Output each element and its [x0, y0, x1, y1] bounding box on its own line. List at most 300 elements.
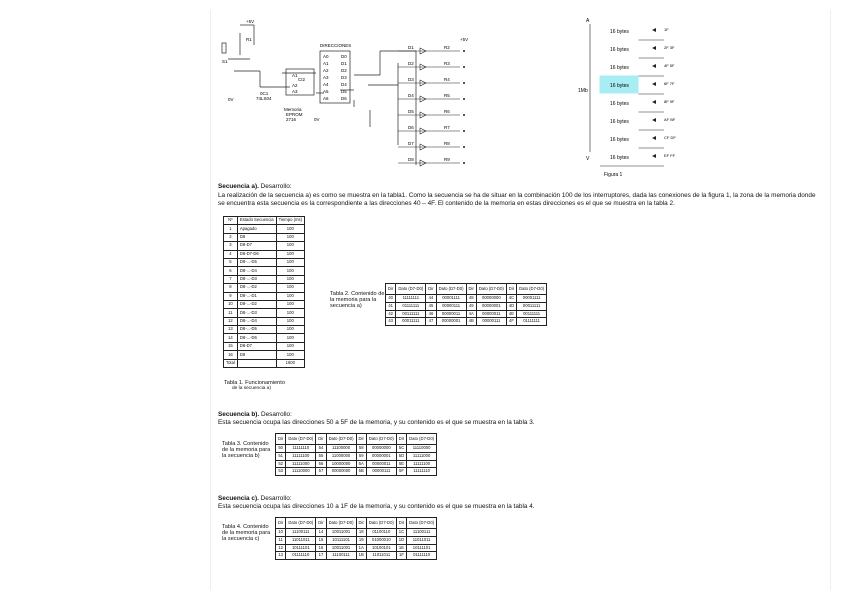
table-1-cell: D8 [237, 351, 276, 359]
memory-address: 6F 7F [664, 81, 675, 86]
table-1-cell: 100 [276, 342, 304, 350]
led-terminal [463, 50, 465, 52]
table-1-cell: 8 [224, 284, 238, 292]
table-2-cell: 01111111 [396, 302, 426, 310]
table-2-cell: 4F [506, 318, 516, 326]
table-1-row [224, 334, 305, 342]
table-3-row [276, 460, 437, 468]
table-4-cell: 01000010 [366, 536, 396, 544]
seq-a-title-tail: Desarrollo: [258, 183, 292, 190]
table-4-header-cell: Dir [356, 518, 366, 529]
chip3-pin-d4: D4 [341, 82, 347, 87]
table-2-cell: 00000011 [436, 310, 466, 318]
table-4-cell: 1D [396, 536, 406, 544]
table-3-cell: 54 [316, 445, 326, 453]
table-3-caption: Tabla 3. Contenido de la memoria para la secuencia b) [222, 441, 271, 460]
table-3-header-cell: Dato (D7-D0) [326, 434, 356, 445]
table-3-cell: 5F [396, 468, 406, 476]
memory-block-label: 16 bytes [610, 83, 629, 89]
table-3-cell: 5C [396, 445, 406, 453]
memory-address: 4F 5F [664, 63, 675, 68]
table-4-header-cell: Dato (D7-D0) [366, 518, 396, 529]
table-2-cell: 00000011 [476, 310, 506, 318]
chip3-pin-d0: D0 [341, 54, 347, 59]
chip2-pin-2: A2 [292, 83, 298, 88]
led-terminal [463, 82, 465, 84]
table-1-cell: D8-D7 [237, 242, 276, 250]
circuit-diagram [220, 15, 480, 170]
led-label: D5 [408, 109, 414, 114]
table-3-cell: 00000001 [366, 452, 396, 460]
table-1-cell: 100 [276, 258, 304, 266]
chip3-pin-a2: A2 [323, 68, 329, 73]
table-1-row [224, 292, 305, 300]
led-terminal [463, 114, 465, 116]
memory-blocks [600, 22, 676, 166]
table-3-header-cell: Dir [316, 434, 326, 445]
table-3-cell: 11100000 [326, 445, 356, 453]
table-1-row [224, 242, 305, 250]
table-2-cell: 47 [426, 318, 436, 326]
table-2-cell: 46 [426, 310, 436, 318]
table-1-row [224, 309, 305, 317]
memory-arrow [652, 136, 656, 140]
table-3-cell: 5D [396, 452, 406, 460]
table-3-cell: 11000000 [326, 452, 356, 460]
table-4-cell: 01111110 [407, 552, 437, 560]
table-2-cell: 45 [426, 302, 436, 310]
chip3-sub1: EPROM [286, 112, 303, 117]
table-2-cell: 00000001 [436, 318, 466, 326]
table-1-cell: 100 [276, 292, 304, 300]
chip3-title: DIRECCIONES [320, 43, 352, 48]
table-1-cell: D8-...-D6 [237, 334, 276, 342]
table-3-cell: 11111100 [286, 452, 316, 460]
table-3-cell: 11111110 [286, 445, 316, 453]
memory-address: 2F 3F [664, 45, 675, 50]
resistor-right-label: R9 [444, 157, 450, 162]
table-4-cell: 10 [276, 529, 286, 537]
table-4-cell: 12 [276, 544, 286, 552]
table-4-cell: 1A [356, 544, 366, 552]
table-4-cell: 14 [316, 529, 326, 537]
table-1-cell: 100 [276, 284, 304, 292]
table-1-row [224, 300, 305, 308]
memory-address: EF FF [664, 153, 676, 158]
table-3-grid [275, 433, 437, 476]
table-3-header-cell: Dato (D7-D0) [366, 434, 396, 445]
table-1-row [224, 359, 305, 367]
table-2-cell: 00000000 [476, 295, 506, 303]
table-3 [275, 433, 437, 476]
resistor-right-label: R4 [444, 77, 450, 82]
table-1-cell: 100 [276, 326, 304, 334]
table-4-cell: 1E [396, 544, 406, 552]
table-3-row [276, 468, 437, 476]
table-4-row [276, 529, 437, 537]
table-1-row [224, 250, 305, 258]
table-1-caption [224, 380, 285, 392]
table-3-cell: 51 [276, 452, 286, 460]
table-1-header-cell: Tiempo (ms) [276, 217, 304, 225]
table-3-cell: 11111100 [407, 460, 437, 468]
table-1-row [224, 233, 305, 241]
seq-c-title: Secuencia c). [218, 495, 259, 502]
table-1-cell: 100 [276, 351, 304, 359]
table-1-cell: D8-...-D1 [237, 292, 276, 300]
table-3-cell: 00000111 [366, 468, 396, 476]
table-1-row [224, 267, 305, 275]
table-4-cell: 01100110 [366, 529, 396, 537]
memory-address: AF BF [664, 117, 676, 122]
table-4-cell: 13 [276, 552, 286, 560]
chip3-sub2: 2716 [286, 117, 297, 122]
table-4-cell: 11011011 [407, 536, 437, 544]
table-4-row [276, 544, 437, 552]
memory-block-label: 16 bytes [610, 119, 629, 125]
table-1-row [224, 225, 305, 233]
memmap-bottom-label: V [586, 156, 590, 162]
table-1-cell: 1 [224, 225, 238, 233]
table-2-cell: 00111111 [517, 310, 547, 318]
table-1-row [224, 275, 305, 283]
table-1-cell: 15 [224, 342, 238, 350]
table-2-cell: 4B [466, 318, 476, 326]
chip3-sub3: 0V [314, 117, 320, 122]
table-2-cell: 00001111 [436, 295, 466, 303]
chip3-pin-d6: D6 [341, 96, 347, 101]
table-1-caption-line2: de la secuencia a) [232, 386, 271, 392]
table-1-row [224, 326, 305, 334]
table-2-cell: 00011111 [396, 318, 426, 326]
table-1-cell: 100 [276, 275, 304, 283]
chip3-pin-a5: A5 [323, 89, 329, 94]
table-4-cell: 11100111 [407, 529, 437, 537]
memory-block-label: 16 bytes [610, 137, 629, 143]
table-1-cell: 14 [224, 334, 238, 342]
chip3-pin-a0: A0 [323, 54, 329, 59]
table-4-row [276, 552, 437, 560]
table-4-cell: 10011001 [326, 544, 356, 552]
table-2-cell: 44 [426, 295, 436, 303]
table-3-cell: 5E [396, 460, 406, 468]
seq-b-title: Secuencia b). [218, 411, 260, 418]
table-1-cell: 13 [224, 326, 238, 334]
table-4-cell: 10100101 [366, 544, 396, 552]
table-4-cell: 11100111 [286, 529, 316, 537]
memory-block-label: 16 bytes [610, 65, 629, 71]
table-1-cell: 100 [276, 242, 304, 250]
table-1-row [224, 351, 305, 359]
table-1-row [224, 284, 305, 292]
table-2-cell: 49 [466, 302, 476, 310]
table-1-cell: 100 [276, 267, 304, 275]
memmap-top-label: A [586, 18, 590, 24]
gnd-label: 0V [228, 97, 234, 102]
table-4-cell: 18 [356, 529, 366, 537]
table-4-cell: 10011001 [326, 529, 356, 537]
led-terminal [463, 66, 465, 68]
table-1 [223, 216, 305, 368]
table-4-header-row [276, 518, 437, 529]
table-1-cell: 10 [224, 300, 238, 308]
vcc-label: +5V [246, 19, 255, 24]
chip3-pin-a3: A3 [323, 75, 329, 80]
table-3-cell: 56 [316, 460, 326, 468]
table-2-cell: 4D [506, 302, 516, 310]
table-4-header-cell: Dato (D7-D0) [326, 518, 356, 529]
table-4-cell: 16 [316, 544, 326, 552]
table-4-cell: 11011011 [286, 536, 316, 544]
table-1-header-cell: Estado Secuencia [237, 217, 276, 225]
table-2-header-cell: Dato (D7-D0) [476, 284, 506, 295]
memory-address: 1F [664, 27, 669, 32]
table-3-row [276, 452, 437, 460]
chip3-pin-d5: D5 [341, 89, 347, 94]
table-4-header-cell: Dir [316, 518, 326, 529]
led-terminal [463, 130, 465, 132]
table-1-row [224, 342, 305, 350]
table-2-cell: 41 [386, 302, 396, 310]
memory-block-label: 16 bytes [610, 47, 629, 53]
chip3-pin-d2: D2 [341, 68, 347, 73]
table-1-cell: Apagado [237, 225, 276, 233]
table-1-cell: D8-...-D4 [237, 317, 276, 325]
table-2-cell: 42 [386, 310, 396, 318]
led-supply: +5V [460, 37, 469, 42]
resistor-right-label: R2 [444, 45, 450, 50]
memory-block-label: 16 bytes [610, 101, 629, 107]
table-2-header-row [386, 284, 547, 295]
table-2-row [386, 295, 547, 303]
table-2-cell: 01111111 [517, 318, 547, 326]
table-4-grid [275, 517, 437, 560]
led-label: D8 [408, 157, 414, 162]
table-1-caption-line1: Tabla 1. Funcionamiento [224, 380, 285, 386]
table-4-header-cell: Dato (D7-D0) [407, 518, 437, 529]
table-3-cell: 11110000 [286, 468, 316, 476]
table-1-header-row [224, 217, 305, 225]
table-1-cell: 7 [224, 275, 238, 283]
table-1-cell: 100 [276, 225, 304, 233]
table-3-cell: 11110000 [407, 445, 437, 453]
table-2-row [386, 302, 547, 310]
table-1-cell: 100 [276, 300, 304, 308]
switch-label: S1 [222, 59, 228, 64]
table-3-cell: 53 [276, 468, 286, 476]
seq-c-heading [218, 495, 823, 503]
led-terminal [463, 162, 465, 164]
seq-a-title: Secuencia a). [218, 183, 259, 190]
table-1-cell: 100 [276, 233, 304, 241]
table-3-cell: 50 [276, 445, 286, 453]
seq-c-title-tail: Desarrollo: [258, 495, 292, 502]
table-2-header-cell: Dir [466, 284, 476, 295]
chip2-label: CI2 [298, 77, 306, 82]
table-4-cell: 01111110 [286, 552, 316, 560]
table-2-cell: 00000001 [476, 302, 506, 310]
table-4-cell: 1C [396, 529, 406, 537]
table-1-cell: D8-D7-D6 [237, 250, 276, 258]
table-4-cell: 15 [316, 536, 326, 544]
table-1-cell: D8-...-D5 [237, 326, 276, 334]
table-1-cell: 12 [224, 317, 238, 325]
table-4-header-cell: Dir [276, 518, 286, 529]
table-3-cell: 59 [356, 452, 366, 460]
table-4-cell: 1F [396, 552, 406, 560]
seq-a-text: La realización de la secuencia a) es como se muestra en la tabla1. Como la secuencia se ha de situar en la combinación 100 de los interruptores, dada las conexiones de la figura 1, la zona de la memoria donde se encuentra esta secuencia es la correspondiente a las direcciones 40 – 4F. El contenido de la memoria en estas direcciones es el que se muestra en la tabla 2. [218, 192, 816, 207]
table-1-cell: D8-...-D2 [237, 284, 276, 292]
table-1-cell: 100 [276, 250, 304, 258]
led-terminal [463, 98, 465, 100]
table-2-caption: Tabla 2. Contenido de la memoria para la secuencia a) [330, 291, 385, 310]
memory-address: CF DF [664, 135, 676, 140]
memory-map [576, 10, 676, 180]
table-1-row [224, 317, 305, 325]
table-2-header-cell: Dir [386, 284, 396, 295]
resistor-right-label: R6 [444, 109, 450, 114]
table-1-header-cell: Nº [224, 217, 238, 225]
table-3-header-cell: Dir [396, 434, 406, 445]
led-array [398, 45, 465, 166]
memory-address: 8F 9F [664, 99, 675, 104]
table-3-row [276, 445, 437, 453]
table-1-cell: D8-...-D4 [237, 267, 276, 275]
seq-a-heading [218, 183, 823, 191]
table-2-cell: 00000111 [436, 302, 466, 310]
table-1-cell: 100 [276, 317, 304, 325]
table-2-header-cell: Dato (D7-D0) [517, 284, 547, 295]
chip1-sub: 74LS04 [256, 96, 272, 101]
table-3-header-row [276, 434, 437, 445]
memory-arrow [652, 46, 656, 50]
table-4-cell: 17 [316, 552, 326, 560]
table-1-cell: 6 [224, 267, 238, 275]
table-4-cell: 10111101 [326, 536, 356, 544]
table-1-cell: 2 [224, 233, 238, 241]
table-4-caption: Tabla 4. Contenido de la memoria para la secuencia c) [222, 524, 271, 543]
table-1-cell: D8-...-D5 [237, 258, 276, 266]
table-4-cell: 10111101 [407, 544, 437, 552]
table-4-cell: 11100111 [326, 552, 356, 560]
page-margin-left [210, 10, 211, 590]
table-2-cell: 4E [506, 310, 516, 318]
table-1-cell: D8 [237, 233, 276, 241]
table-1-cell: 100 [276, 309, 304, 317]
chip3-label: Memoria [284, 107, 302, 112]
table-3-header-cell: Dato (D7-D0) [407, 434, 437, 445]
table-3-cell: 11111000 [407, 452, 437, 460]
table-4-header-cell: Dato (D7-D0) [286, 518, 316, 529]
seq-b-text: Esta secuencia ocupa las direcciones 50 a 5F de la memoria, y su contenido es el que se muestra en la tabla 3. [218, 419, 535, 426]
table-1-cell: 5 [224, 258, 238, 266]
table-2-row [386, 318, 547, 326]
table-4-cell: 11011011 [366, 552, 396, 560]
memory-arrow [652, 100, 656, 104]
chip2-pin-1: A1 [292, 73, 298, 78]
led-label: D3 [408, 77, 414, 82]
table-1-grid [223, 216, 305, 368]
table-2-cell: 48 [466, 295, 476, 303]
table-3-header-cell: Dir [276, 434, 286, 445]
memory-block-label: 16 bytes [610, 155, 629, 161]
chip1-label: 0C1 [260, 91, 269, 96]
table-4-cell: 19 [356, 536, 366, 544]
table-3-cell: 11111110 [407, 468, 437, 476]
table-2-cell: 00111111 [396, 310, 426, 318]
resistor-right-label: R5 [444, 93, 450, 98]
table-1-cell: Total [224, 359, 238, 367]
led-label: D1 [408, 45, 414, 50]
table-3-cell: 52 [276, 460, 286, 468]
table-2-row [386, 310, 547, 318]
seq-c-text: Esta secuencia ocupa las direcciones 10 a 1F de la memoria, y su contenido es el que se muestra en la tabla 4. [218, 503, 535, 510]
table-1-cell: 16 [224, 351, 238, 359]
table-2-header-cell: Dir [506, 284, 516, 295]
table-1-cell: 9 [224, 292, 238, 300]
chip3-pin-d3: D3 [341, 75, 347, 80]
table-1-row [224, 258, 305, 266]
table-1-cell: D8-D7 [237, 342, 276, 350]
chip3-pin-a6: A6 [323, 96, 329, 101]
table-1-cell: D8-...-D3 [237, 275, 276, 283]
memory-arrow [652, 154, 656, 158]
led-terminal [463, 146, 465, 148]
table-3-cell: 55 [316, 452, 326, 460]
table-3-cell: 00000011 [366, 460, 396, 468]
table-3-cell: 5B [356, 468, 366, 476]
chip2-pin-3: A3 [292, 89, 298, 94]
memory-arrow [652, 118, 656, 122]
table-3-cell: 00000000 [366, 445, 396, 453]
table-1-cell [237, 359, 276, 367]
table-2-cell: 4A [466, 310, 476, 318]
table-3-header-cell: Dir [356, 434, 366, 445]
table-2-cell: 40 [386, 295, 396, 303]
table-1-cell: 100 [276, 334, 304, 342]
table-3-header-cell: Dato (D7-D0) [286, 434, 316, 445]
table-1-cell: 11 [224, 309, 238, 317]
chip3-pin-d1: D1 [341, 61, 347, 66]
seq-b-heading [218, 411, 823, 419]
table-3-cell: 00000000 [326, 468, 356, 476]
table-2-cell: 00000111 [476, 318, 506, 326]
led-label: D6 [408, 125, 414, 130]
table-2-cell: 4C [506, 295, 516, 303]
table-4 [275, 517, 437, 560]
table-3-cell: 57 [316, 468, 326, 476]
figure-label: Figura 1 [604, 172, 623, 178]
table-1-cell: 4 [224, 250, 238, 258]
table-3-cell: 5A [356, 460, 366, 468]
memory-arrow [652, 28, 656, 32]
chip3-pin-a4: A4 [323, 82, 329, 87]
memory-arrow [652, 82, 656, 86]
memory-block-label: 16 bytes [610, 29, 629, 35]
table-4-cell: 1B [356, 552, 366, 560]
resistor-label: R1 [246, 37, 252, 42]
table-3-cell: 58 [356, 445, 366, 453]
table-1-cell: 3 [224, 242, 238, 250]
table-2-grid [385, 283, 547, 326]
resistor-right-label: R3 [444, 61, 450, 66]
memory-arrow [652, 64, 656, 68]
table-2-header-cell: Dir [426, 284, 436, 295]
table-2 [385, 283, 547, 326]
table-2-cell: 00001111 [517, 295, 547, 303]
table-3-cell: 11111000 [286, 460, 316, 468]
table-1-cell: D8-...-D3 [237, 309, 276, 317]
